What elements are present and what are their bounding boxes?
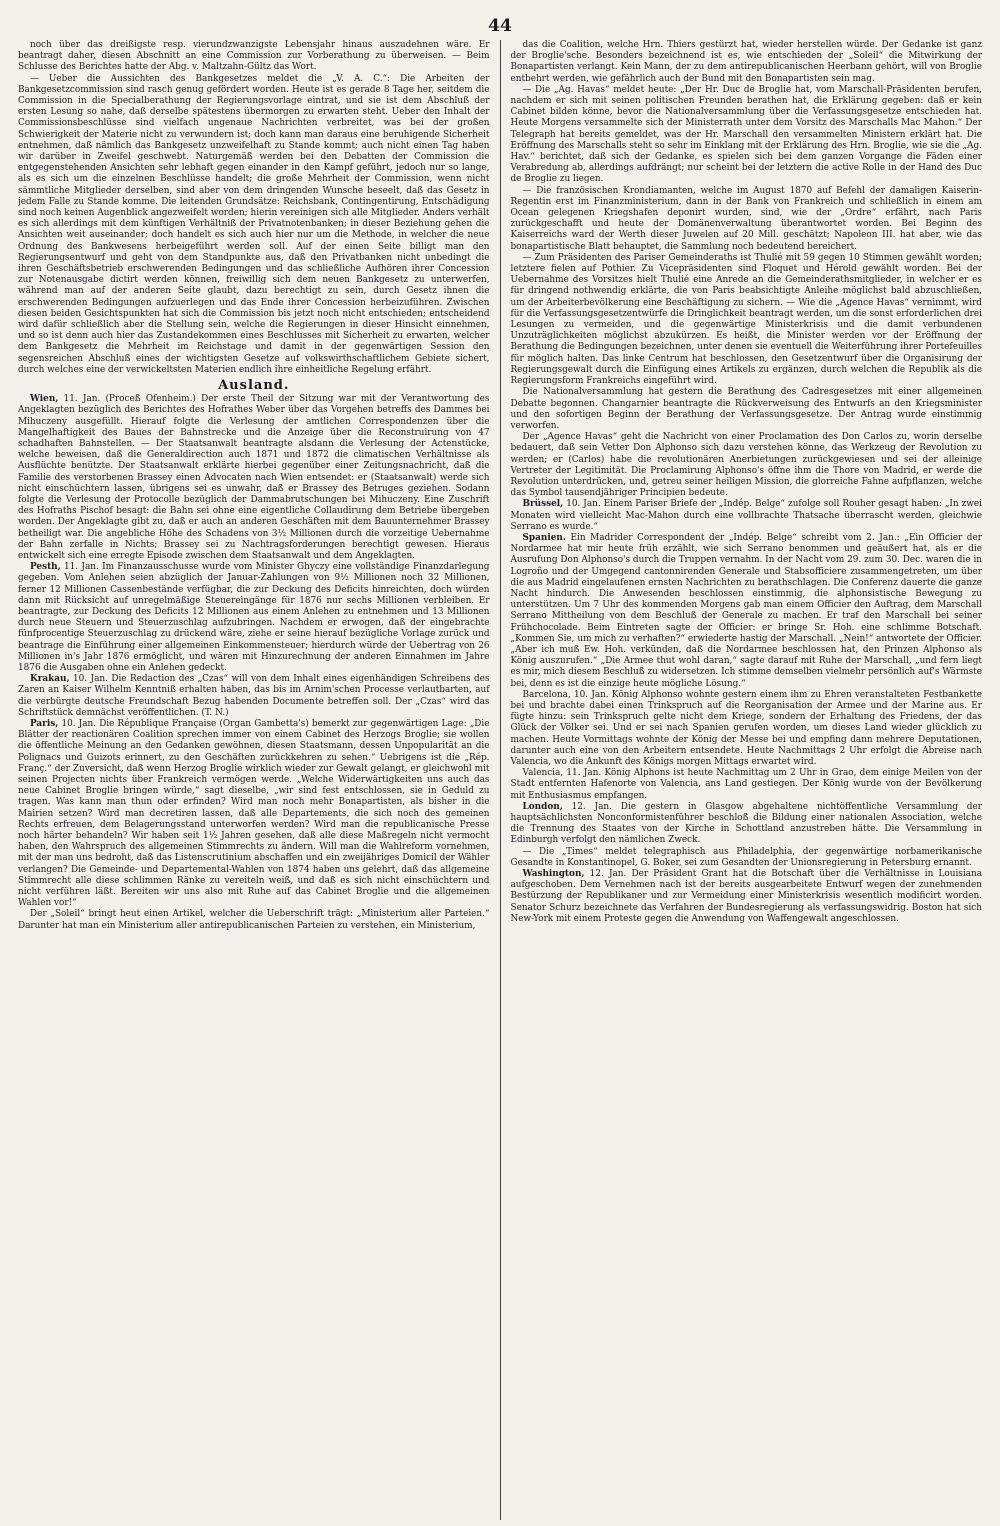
article-intro-left: noch über das dreißigste resp. vierundzwanzigste Lebensjahr hinaus auszudehnen wäre. Er beantragt daher, diesen Abschnitt an eine Commission zur Vorberathung zu überweisen. — Beim Schlusse des Berichtes hatte der Abg. v. Maltzahn-Gültz das Wort. xyxy=(18,40,490,73)
article-spanien xyxy=(511,533,983,690)
article-pesth-text: 11. Jan. Im Finanzausschusse wurde vom Minister Ghyczy eine vollständige Finanzdarlegung gegeben. Vom Anlehen seien abzüglich der Januar-Zahlungen von 9½ Millionen noch 32 Millionen, ferner 12 Millionen Cassenbestände verfügbar, die zur Deckung des Deficits hinreichten, doch würden dann mit Rücksicht auf unregelmäßige Steuereingänge für 1876 nur sechs Millionen verbleiben. Er beantragte, zur Deckung des Deficits 12 Millionen aus einem Anlehen zu entnehmen und 13 Millionen durch neue Steuern und Steuerzuschlag aufzubringen. Nachdem er erwogen, daß der eingebrachte fünfprocentige Steuerzuschlag zu drückend wäre, ziehe er seine hierauf bezügliche Vorlage zurück und beantrage die Einführung einer allgemeinen Einkommensteuer; hierdurch würde der Uebertrag von 26 Millionen in's Jahr 1876 ermöglicht, und wären mit Hinzurechnung der anderen Einnahmen im Jahre 1876 die Ausgaben ohne ein Anlehen gedeckt. xyxy=(18,562,490,673)
article-london xyxy=(511,802,983,847)
article-soleil: Der „Soleil“ bringt heut einen Artikel, welcher die Ueberschrift trägt: „Ministerium aller Parteien.“ Darunter hat man ein Ministerium aller antirepublicanischen Parteien zu verstehen, ein Ministerium, xyxy=(18,909,490,931)
dateline-wien: Wien, xyxy=(30,394,59,405)
article-barcelona: Barcelona, 10. Jan. König Alphonso wohnte gestern einem ihm zu Ehren veranstalteten Festbankette bei und brachte dabei einen Trinkspruch auf die Reorganisation der Armee und der Marine aus. Er fügte hinzu: sein Trinkspruch gelte nicht dem Kriege, sondern der Erhaltung des Friedens, der das Glück der Völker sei. Und er sei nach Spanien gerufen worden, um dieses Land wieder glücklich zu machen. Heute Vormittags wohnte der König der Messe bei und empfing dann mehrere Deputationen, darunter auch eine von den Arbeitern entsendete. Heute Nachmittags 2 Uhr erfolgt die Abreise nach Valencia, wo die Ankunft des Königs morgen Mittags erwartet wird. xyxy=(510,689,982,767)
article-paris xyxy=(18,719,490,909)
article-havas: — Die „Ag. Havas“ meldet heute: „Der Hr. Duc de Broglie hat, vom Marschall-Präsidenten berufen, nachdem er sich mit seinen politischen Freunden berathen hat, die Erklärung gegeben: daß er kein Cabinet bilden könne, bevor die Nationalversammlung über die Verfassungsgesetze entschieden hat. Heute Morgens versammelte sich der Ministerrath unter dem Vorsitz des Marschalls Mac Mahon.“ Der Telegraph hat bereits gemeldet, was der Hr. Marschall den versammelten Ministern erklärt hat. Die Eröffnung des Marschalls steht so sehr im Einklang mit der Erklärung des Hrn. Broglie, wie sie die „Ag. Hav.“ berichtet, daß sich der Gedanke, es spielen sich bei dem ganzen Vorgange die Fäden einer Verabredung ab, allerdings aufdrängt; nur scheint bei der letztern die active Rolle in der Hand des Duc de Broglie zu liegen. xyxy=(510,84,982,185)
article-gemeinderath: — Zum Präsidenten des Pariser Gemeinderaths ist Thulié mit 59 gegen 10 Stimmen gewählt worden; letztere fielen auf Pothier. Zu Vicepräsidenten sind Floquet und Hérold gewählt worden. Bei der Uebernahme des Vorsitzes hielt Thulié eine Anrede an die Gemeinderathsmitglieder, in welcher er es für dringend nothwendig erklärte, die von Paris beabsichtigte Anleihe möglichst bald abzuschließen, um der Arbeiterbevölkerung eine Beschäftigung zu sichern. — Wie die „Agence Havas“ vernimmt, wird für die Verfassungsgesetzentwürfe die Dringlichkeit beantragt werden, um die sonst erforderlichen drei Lesungen zu vermeiden, und die gegenwärtige Ministerkrisis und die damit verbundenen Unzuträglichkeiten möglichst abzukürzen. Es heißt, die Minister werden vor der Eröffnung der Berathung die Bedingungen bezeichnen, unter denen sie eventuell die Weiterführung ihrer Portefeuilles für möglich halten. Das linke Centrum hat beschlossen, den Gesetzentwurf über die Organisirung der Regierungsgewalt durch die Einfügung eines Artikels zu ergänzen, durch welchen die Republik als die Regierungsform Frankreichs eingeführt wird. xyxy=(510,252,982,387)
article-krakau xyxy=(18,674,490,719)
right-column xyxy=(500,40,983,1520)
left-column xyxy=(18,40,490,1520)
article-intro-right: das die Coalition, welche Hrn. Thiers gestürzt hat, wieder herstellen würde. Der Gedanke ist ganz der Broglie'sche. Besonders bezeichnend ist es, wie entschieden der „Soleil“ die Mitwirkung der Bonapartisten verlangt. Kein Mann, der zu dem antirepublicanischen Heerbann gehört, will von Broglie entbehrt werden, wie gefährlich auch der Bund mit den Bonapartisten sein mag. xyxy=(510,40,982,84)
article-wien xyxy=(18,394,490,562)
article-paris-text: 10. Jan. Die République Française (Organ Gambetta's) bemerkt zur gegenwärtigen Lage: „Die Blätter der reactionären Coalition sprechen immer von einem Cabinet des Herzogs Broglie; sie wollen die öffentliche Meinung an den Gedanken gewöhnen, diesen Staatsmann, dessen Unpopularität an die Polignacs und Guizots erinnert, zu den Geschäften zurückkehren zu sehen.“ Uebrigens ist die „Rép. Franç.“ der Zuversicht, daß wenn Herzog Broglie wirklich wieder zur Gewalt gelangt, er gleichwohl mit seinen Projecten nichts über Frankreich vermögen werde. „Welche Widerwärtigkeiten uns auch das neue Cabinet Broglie bringen würde,“ sagt dieselbe, „wir sind fest entschlossen, sie in Geduld zu tragen. Was kann man thun oder erfinden? Wird man noch mehr Bonapartisten, als bisher in die Mairien setzen? Wird man decretiren lassen, daß alle Departements, die sich noch des gemeinen Rechts erfreuen, dem Belagerungsstand unterworfen werden? Wird man die republicanische Presse noch härter behandeln? Wir haben seit 1½ Jahren gesehen, daß alle diese Maßregeln nicht vermocht haben, den Wahrspruch des allgemeinen Stimmrechts zu ändern. Will man die Wahlreform vornehmen, mit der man uns bedroht, daß das Listenscrutinium abschaffen und ein zweijähriges Domicil der Wähler verlangen? Die Gemeinde- und Departemental-Wahlen von 1874 haben uns gelehrt, daß das allgemeine Stimmrecht alle diese schlimmen Ränke zu vereiteln weiß, und daß es sich nicht einschüchtern und nicht verführen läßt. Bereiten wir uns also mit Ruhe auf das Cabinet Broglie und die allgemeinen Wahlen vor!“ xyxy=(18,718,490,909)
article-bruessel-text: 10. Jan. Einem Pariser Briefe der „Indép. Belge“ zufolge soll Rouher gesagt haben: „In zwei Monaten wird vielleicht Mac-Mahon durch eine vollbrachte Thatsache überrascht werden, gleichwie Serrano es wurde.“ xyxy=(510,499,982,532)
article-times: — Die „Times“ meldet telegraphisch aus Philadelphia, der gegenwärtige norbamerikanische Gesandte in Konstantinopel, G. Boker, sei zum Gesandten der Unionsregierung in Petersburg ernannt. xyxy=(510,846,982,868)
article-london-text: 12. Jan. Die gestern in Glasgow abgehaltene nichtöffentliche Versammlung der hauptsächlichsten Nonconformistenführer beschloß die Bildung einer nationalen Association, welche die Trennung des Staates von der Kirche in Schottland anzustreben hätte. Die Versammlung in Edinburgh verfolgt den nämlichen Zweck. xyxy=(510,801,982,846)
columns xyxy=(18,40,982,1520)
article-washington xyxy=(511,869,983,925)
dateline-london: London, xyxy=(522,801,563,812)
article-krakau-text: 10. Jan. Die Redaction des „Czas“ will von dem Inhalt eines eigenhändigen Schreibens des Zaren an Kaiser Wilhelm Kenntniß erhalten haben, das bis im Arnim'schen Processe verlautbarten, auf die verbürgte deutsche Freundschaft Bezug habenden Documente betreffen soll. Der „Czas“ wird das Schriftstück demnächst veröffentlichen. (T. N.) xyxy=(18,674,490,718)
dateline-bruessel: Brüssel, xyxy=(522,499,564,510)
article-wien-text: 11. Jan. (Proceß Ofenheim.) Der erste Theil der Sitzung war mit der Verantwortung des Angeklagten bezüglich des Berichtes des Hofrathes Weber über das Vorgehen betreffs des Dammes bei Mihuczeny ausgefüllt. Hierauf folgte die Verlesung der amtlichen Correspondenzen über die Mangelhaftigkeit des Baues der Bahnstrecke und die Anzeige über die Reconstruirung von 47 schadhaften Bahnstellen. — Der Staatsanwalt beantragte alsdann die Verlesung der Actenstücke, welche beweisen, daß die Generaldirection auch 1871 und 1872 die climatischen Verhältnisse als Ausflüchte benützte. Der Staatsanwalt erklärte hierbei gegenüber einer Zeitungsnachricht, daß die Familie des verstorbenen Brassey einen Advocaten nach Wien entsendet: er (Staatsanwalt) werde sich nicht einschüchtern lassen, übrigens sei es unwahr, daß er Brassey des Betruges geziehen. Sodann folgte die Verlesung der Protocolle bezüglich der Dammabrutschungen bei Mihuczeny. Eine Zuschrift des Hofraths Pischof besagt: die Bahn sei ohne eine eigentliche Collaudirung dem Betriebe übergeben worden. Der Angeklagte gibt zu, daß er auch an anderen Geschäften mit dem Bauunternehmer Brassey betheiligt war. Die angebliche Höhe des Schadens von 3½ Millionen durch die vorzeitige Uebernahme der Bahn zerfalle in Nichts; Brassey sei zu Nachtragsforderungen berechtigt gewesen. Hieraus entwickelt sich eine erregte Episode zwischen dem Staatsanwalt und dem Angeklagten. xyxy=(18,394,490,561)
article-pesth xyxy=(18,562,490,674)
article-spanien-text: Ein Madrider Correspondent der „Indép. Belge“ schreibt vom 2. Jan.: „Ein Officier der Nordarmee hat mir heute früh erzählt, wie sich Serrano benommen und geäußert hat, als er die Ausrufung Don Alphonso's durch die Truppen vernahm. In der Nacht vom 29. zum 30. Dec. waren die in Logroño und der Umgegend cantonnirenden Generale und Stabsofficiere zusammengetreten, um über die aus Madrid eingelaufenen ernsten Nachrichten zu berathschlagen. Die Conferenz dauerte die ganze Nacht hindurch. Die Anwesenden beschlossen einstimmig, die alphonsistische Bewegung zu unterstützen. Um 7 Uhr des kommenden Morgens gab man einem Officier den Auftrag, dem Marschall Serrano Mittheilung von dem Beschluß der Generale zu machen. Er traf den Marschall bei seiner Frühchocolade. Beim Eintreten sagte der Officier: er bringe Sr. Hoh. eine schlimme Botschaft. „Kommen Sie, um mich zu verhaften?“ erwiederte hastig der Marschall. „Nein!“ antwortete der Officier. „Aber ich muß Ew. Hoh. verkünden, daß die Nordarmee beschlossen hat, den Prinzen Alphonso als König auszurufen.“ „Die Armee thut wohl daran,“ sagte darauf mit Ruhe der Marschall, „und fern liegt es mir, mich diesem Beschluß zu widersetzen. Ich stimme demselben vielmehr persönlich auf's Wärmste bei, denn es ist die einzige heute mögliche Lösung.“ xyxy=(510,532,982,689)
article-bruessel xyxy=(511,499,983,533)
article-valencia: Valencia, 11. Jan. König Alphons ist heute Nachmittag um 2 Uhr in Grao, dem einige Meilen von der Stadt entfernten Hafenorte von Valencia, ans Land gestiegen. Der König wurde von der Bevölkerung mit Enthusiasmus empfangen. xyxy=(510,768,982,801)
dateline-krakau: Krakau, xyxy=(30,674,70,685)
article-nationalversammlung: Die Nationalversammlung hat gestern die Berathung des Cadresgesetzes mit einer allgemeinen Debatte begonnen. Changarnier beantragte die Rückverweisung des Entwurfs an den Kriegsminister und den sofortigen Beginn der Berathung der Verfassungsgesetze. Der Antrag wurde einstimmig verworfen. xyxy=(510,387,982,431)
dateline-spanien: Spanien. xyxy=(522,532,566,543)
dateline-washington: Washington, xyxy=(522,869,585,880)
article-washington-text: 12. Jan. Der Präsident Grant hat die Botschaft über die Verhältnisse in Louisiana aufgeschoben. Dem Vernehmen nach ist der bereits ausgearbeitete Entwurf wegen der zunehmenden Bestürzung der Republikaner und zur Vermeidung einer Ministerkrisis wesentlich modificirt worden. Senator Schurz bezeichnete das Verfahren der Bundesregierung als verfassungswidrig. Boston hat sich New-York mit einem Proteste gegen die Anwendung von Waffengewalt angeschlossen. xyxy=(510,869,982,924)
section-heading-ausland: Ausland. xyxy=(218,378,290,394)
article-bankgesetz: — Ueber die Aussichten des Bankgesetzes meldet die „V. A. C.“: Die Arbeiten der Bankgesetzcommission sind rasch genug gefördert worden. Heute ist es gerade 8 Tage her, seitdem die Commission in die Specialberathung der Regierungsvorlage eintrat, und sie ist dem Abschluß der ersten Lesung so nahe, daß derselbe spätestens übermorgen zu erwarten steht. Ueber den Inhalt der Commissionsbeschlüsse sind vielfach ungenaue Nachrichten verbreitet, was bei der großen Schwierigkeit der Materie nicht zu verwundern ist; doch kann man daraus eine beruhigende Sicherheit entnehmen, daß nämlich das Bankgesetz unzweifelhaft zu Stande kommt; auch nicht einen Tag haben wir darüber in Zweifel geschwebt. Naturgemäß werden bei den Debatten der Commission die entgegenstehenden Ansichten sehr lebhaft gegen einander in den Kampf geführt, jedoch nur so lange, als es sich um die einzelnen Beschlüsse handelt; die große Mehrheit der Commission, wenn nicht sämmtliche Mitglieder derselben, sind aber von dem dringenden Wunsche beseelt, daß das Gesetz in jedem Falle zu Stande komme. Die leitenden Grundsätze: Reichsbank, Contingentirung, Entschädigung sind noch keinen Augenblick angezweifelt worden; hierin vereinigen sich alle Mitglieder. Anders verhält es sich allerdings mit dem künftigen Verhältniß der Privatnotenbanken; in dieser Beziehung gehen die Ansichten weit auseinander; doch handelt es sich auch hier nur um die Methode, in welcher die neue Ordnung des Bankwesens herbeigeführt werden soll. Auf der einen Seite billigt man den Regierungsentwurf und geht von dem Standpunkte aus, daß den Privatbanken nicht unbedingt die ihren Geschäftsbetrieb erschwerenden Bedingungen und das schließliche Aufhören ihrer Concession zur Notenausgabe dictirt werden können, freiwillig sich dem neuen Bankgesetz zu unterwerfen, während man auf der anderen Seite glaubt, dazu berechtigt zu sein, durch Gesetz ihnen die erschwerenden Bedingungen aufzuerlegen und das Ende ihrer Concession herbeizuführen. Zwischen diesen beiden Gesichtspunkten hat sich die Commission bis jetzt noch nicht entschieden; entscheidend wird dafür schließlich aber die Stellung sein, welche die Regierungen in dieser Hinsicht einnehmen, und so ist denn auch hier das Zustandekommen eines Beschlusses mit Sicherheit zu erwarten, welcher dem Bankgesetz die Mehrheit im Reichstage und damit in der gegenwärtigen Session den segensreichen Abschluß eines der wichtigsten Gesetze auf volkswirthschaftlichem Gebiete sichert, durch welches eine der verwickeltsten Materien endlich ihre einheitliche Regelung erfährt. xyxy=(18,73,490,375)
article-krondiamanten: — Die französischen Krondiamanten, welche im August 1870 auf Befehl der damaligen Kaiserin-Regentin erst im Finanzministerium, dann in der Bank von Frankreich und schließlich in einem am Ocean gelegenen Kriegshafen deponirt wurden, sind, wie der „Ordre“ erfährt, nach Paris zurückgeschafft und heute der Domänenverwaltung überantwortet worden. Bei Beginn des Kaiserreichs ward der Werth dieser Juwelen auf 20 Mill. geschätzt; Napoleon III. hat aber, wie das bonapartistische Blatt behauptet, die Sammlung noch bedeutend bereichert. xyxy=(510,185,982,252)
page-number: 44 xyxy=(488,16,512,36)
dateline-paris: Paris, xyxy=(30,718,59,729)
article-don-carlos: Der „Agence Havas“ geht die Nachricht von einer Proclamation des Don Carlos zu, worin derselbe bedauert, daß sein Vetter Don Alphonso sich dazu verstehen könne, das Werkzeug der Revolution zu werden; er (Carlos) habe die revolutionären Anerbietungen zurückgewiesen und sei der alleinige Vertreter der Legitimität. Die Proclamirung Alphonso's öffne ihm die Thore von Madrid, er werde die Revolution unterdrücken, und, getreu seiner heiligen Mission, die glorreiche Fahne aufpflanzen, welche das Symbol tausendjähriger Principien bedeute. xyxy=(510,432,982,499)
dateline-pesth: Pesth, xyxy=(30,562,61,573)
